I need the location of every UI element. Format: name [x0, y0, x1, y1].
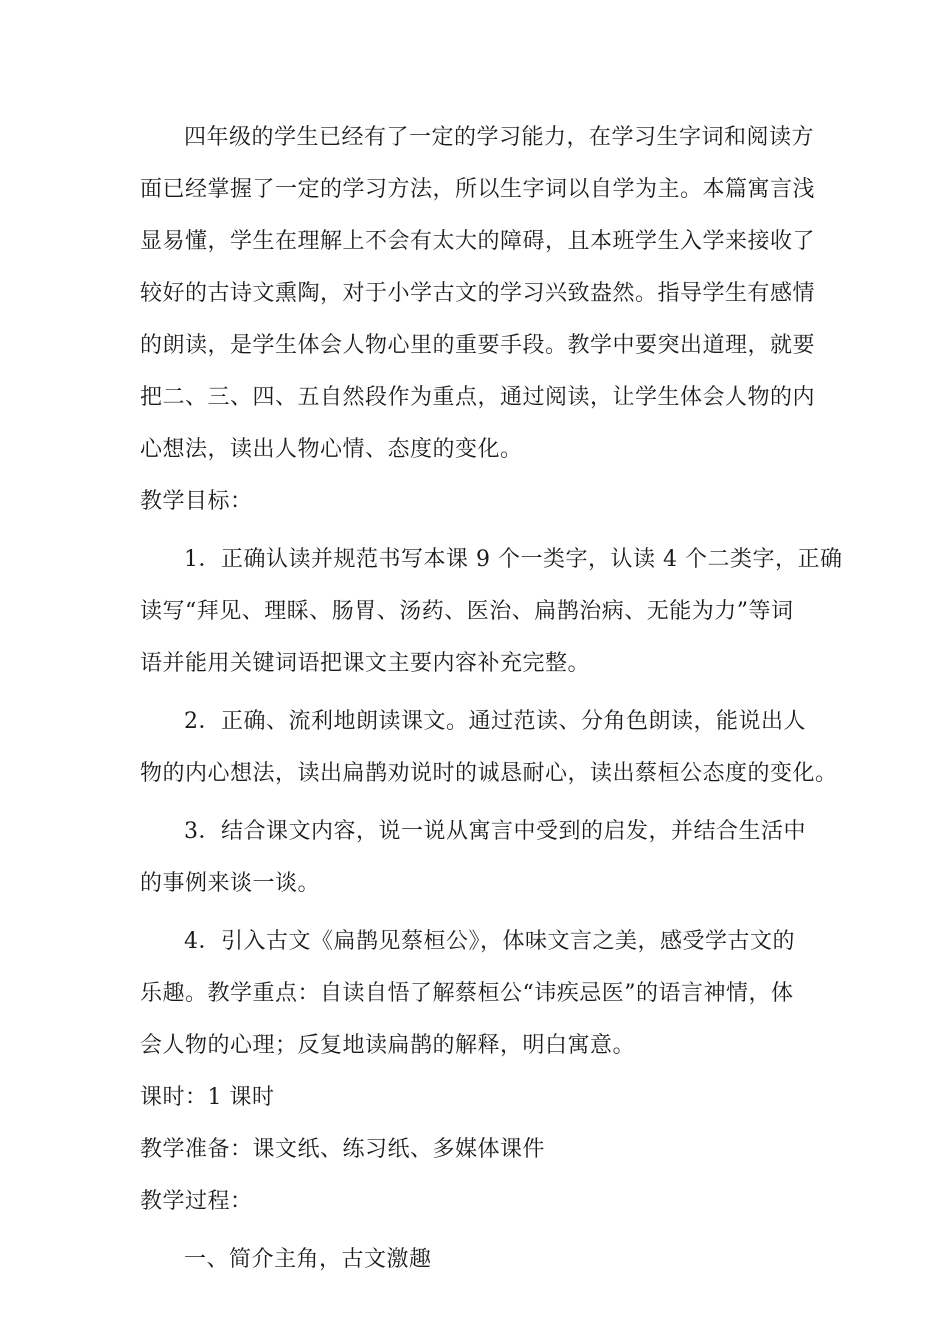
text-line: 面已经掌握了一定的学习方法，所以生字词以自学为主。本篇寓言浅: [140, 177, 816, 202]
goal-4: [140, 916, 830, 1072]
text-line: 语并能用关键词语把课文主要内容补充完整。: [140, 651, 591, 676]
text-line: 四年级的学生已经有了一定的学习能力，在学习生字词和阅读方: [184, 125, 815, 150]
text-line: 1．正确认读并规范书写本课 9 个一类字，认读 4 个二类字，正确: [184, 547, 843, 572]
lesson-time: 课时：1 课时: [140, 1085, 275, 1110]
text-line: 2．正确、流利地朗读课文。通过范读、分角色朗读，能说出人: [184, 709, 806, 734]
text-line: 物的内心想法，读出扁鹊劝说时的诚恳耐心，读出蔡桓公态度的变化。: [140, 761, 838, 786]
goal-3: [140, 806, 830, 910]
text-line: 的朗读，是学生体会人物心里的重要手段。教学中要突出道理，就要: [140, 333, 816, 358]
process-heading: 教学过程：: [140, 1189, 253, 1214]
text-line: 的事例来谈一谈。: [140, 871, 321, 896]
goal-2: [140, 696, 838, 800]
teaching-preparation: 教学准备：课文纸、练习纸、多媒体课件: [140, 1137, 546, 1162]
text-line: 较好的古诗文熏陶，对于小学古文的学习兴致盎然。指导学生有感情: [140, 281, 816, 306]
text-line: 3．结合课文内容，说一说从寓言中受到的启发，并结合生活中: [184, 819, 806, 844]
text-line: 会人物的心理；反复地读扁鹊的解释，明白寓意。: [140, 1033, 636, 1058]
section-heading: 一、简介主角，古文激趣: [184, 1247, 432, 1272]
text-line: 读写“拜见、理睬、肠胃、汤药、医治、扁鹊治病、无能为力”等词: [140, 599, 794, 624]
goal-1: [140, 534, 843, 690]
text-line: 乐趣。教学重点：自读自悟了解蔡桓公“讳疾忌医”的语言神情，体: [140, 981, 794, 1006]
text-line: 显易懂，学生在理解上不会有太大的障碍，且本班学生入学来接收了: [140, 229, 816, 254]
text-line: 心想法，读出人物心情、态度的变化。: [140, 437, 523, 462]
document-page: [140, 112, 843, 1286]
intro-paragraph: [140, 112, 830, 476]
text-line: 4．引入古文《扁鹊见蔡桓公》，体味文言之美，感受学古文的: [184, 929, 795, 954]
goals-heading: 教学目标：: [140, 489, 253, 514]
text-line: 把二、三、四、五自然段作为重点，通过阅读，让学生体会人物的内: [140, 385, 816, 410]
